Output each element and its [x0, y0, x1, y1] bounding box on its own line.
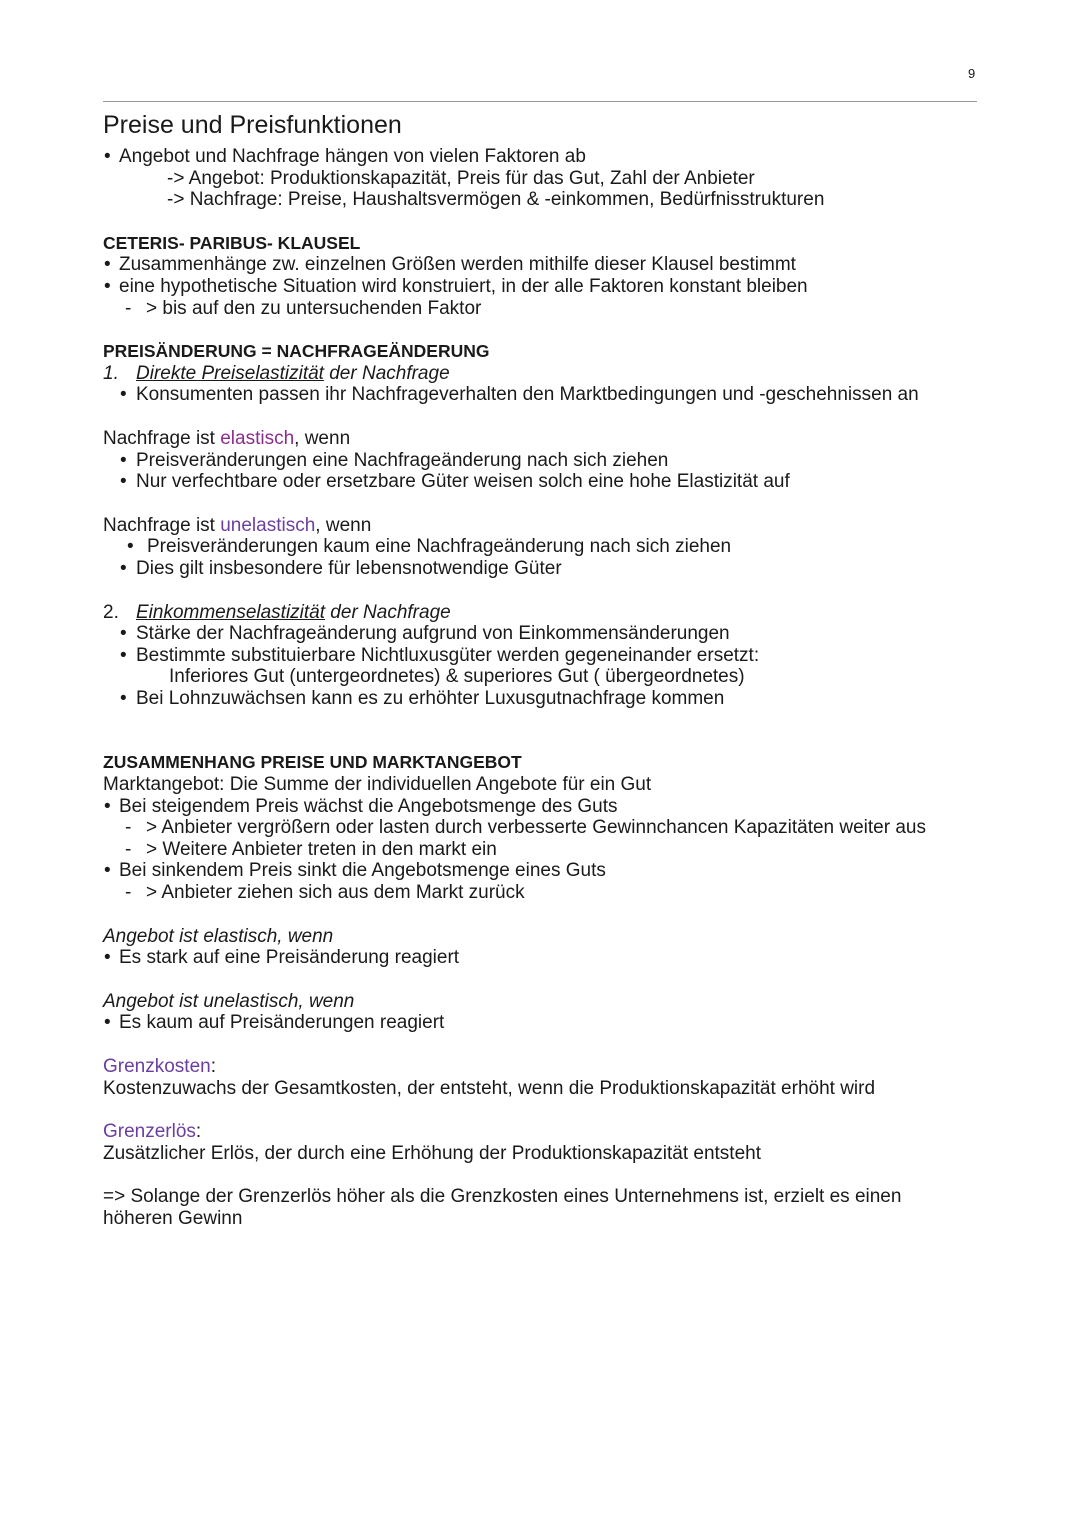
ceteris-heading: CETERIS- PARIBUS- KLAUSEL	[103, 232, 361, 253]
intro-arrow-angebot: -> Angebot: Produktionskapazität, Preis für das Gut, Zahl der Anbieter	[167, 167, 755, 189]
header-rule	[103, 101, 977, 102]
angebot-elastisch-heading: Angebot ist elastisch, wenn	[103, 925, 334, 947]
document-body	[103, 110, 983, 1230]
grenzkosten-heading	[103, 1056, 983, 1078]
markt-dash-3: - > Anbieter ziehen sich aus dem Markt zurück	[103, 882, 983, 904]
page-number: 9	[968, 66, 976, 81]
item-2-bullet-3: • Bei Lohnzuwächsen kann es zu erhöhter Luxusgutnachfrage kommen	[103, 688, 983, 710]
ceteris-dash-1: - > bis auf den zu untersuchenden Faktor	[103, 298, 983, 320]
item-2-bullet-2: • Bestimmte substituierbare Nichtluxusgüter werden gegeneinander ersetzt:	[103, 645, 983, 667]
unelastisch-suffix: , wenn	[315, 514, 372, 536]
preis-item-1-number: 1.	[103, 362, 119, 384]
angebot-unelastisch-heading: Angebot ist unelastisch, wenn	[103, 990, 355, 1012]
markt-heading: ZUSAMMENHANG PREISE UND MARKTANGEBOT	[103, 752, 522, 773]
preis-item-2	[103, 602, 983, 624]
unelastisch-prefix: Nachfrage ist	[103, 514, 221, 536]
unelastisch-bullet-2: • Dies gilt insbesondere für lebensnotwendige Güter	[103, 558, 983, 580]
markt-bullet-1: • Bei steigendem Preis wächst die Angebotsmenge des Guts	[103, 796, 983, 818]
markt-dash-1: - > Anbieter vergrößern oder lasten durch verbesserte Gewinnchancen Kapazitäten weiter aus	[103, 817, 983, 839]
grenzkosten-term: Grenzkosten	[103, 1056, 211, 1077]
angebot-unelastisch-bullet: • Es kaum auf Preisänderungen reagiert	[103, 1012, 983, 1034]
grenzkosten-definition: Kostenzuwachs der Gesamtkosten, der entsteht, wenn die Produktionskapazität erhöht wird	[103, 1077, 876, 1099]
markt-bullet-2: • Bei sinkendem Preis sinkt die Angebotsmenge eines Guts	[103, 860, 983, 882]
intro-arrow-nachfrage: -> Nachfrage: Preise, Haushaltsvermögen & -einkommen, Bedürfnisstrukturen	[167, 189, 825, 211]
elastisch-prefix: Nachfrage ist	[103, 427, 221, 449]
preis-item-1-rest: der Nachfrage	[323, 362, 450, 384]
grenzerloes-definition: Zusätzlicher Erlös, der durch eine Erhöhung der Produktionskapazität entsteht	[103, 1142, 761, 1164]
conclusion-line-1: => Solange der Grenzerlös höher als die Grenzkosten eines Unternehmens ist, erzielt es einen	[103, 1186, 902, 1208]
page-title: Preise und Preisfunktionen	[103, 111, 402, 139]
elastisch-bullet-2: • Nur verfechtbare oder ersetzbare Güter weisen solch eine hohe Elastizität auf	[103, 471, 983, 493]
unelastisch-heading	[103, 515, 983, 537]
markt-definition: Marktangebot: Die Summe der individuellen Angebote für ein Gut	[103, 774, 652, 796]
ceteris-bullet-2: • eine hypothetische Situation wird konstruiert, in der alle Faktoren konstant bleiben	[103, 276, 983, 298]
grenzkosten-colon: :	[210, 1056, 217, 1077]
preis-item-1-bullet: • Konsumenten passen ihr Nachfrageverhalten den Marktbedingungen und -geschehnissen an	[103, 384, 983, 406]
preis-item-1	[103, 363, 983, 385]
elastisch-word: elastisch	[220, 427, 295, 449]
elastisch-heading	[103, 428, 983, 450]
preis-heading: PREISÄNDERUNG = NACHFRAGEÄNDERUNG	[103, 341, 490, 362]
ceteris-bullet-1: • Zusammenhänge zw. einzelnen Größen werden mithilfe dieser Klausel bestimmt	[103, 254, 983, 276]
conclusion-line-2: höheren Gewinn	[103, 1207, 243, 1229]
preis-item-2-number: 2.	[103, 601, 119, 623]
elastisch-bullet-1: • Preisveränderungen eine Nachfrageänderung nach sich ziehen	[103, 450, 983, 472]
item-2-bullet-1: • Stärke der Nachfrageänderung aufgrund von Einkommensänderungen	[103, 623, 983, 645]
preis-item-1-term: Direkte Preiselastizität	[136, 362, 324, 384]
item-2-bullet-2-cont: Inferiores Gut (untergeordnetes) & superiores Gut ( übergeordnetes)	[169, 666, 745, 688]
grenzerloes-heading	[103, 1121, 983, 1143]
elastisch-suffix: , wenn	[294, 427, 351, 449]
preis-item-2-rest: der Nachfrage	[325, 601, 451, 623]
intro-bullet: • Angebot und Nachfrage hängen von vielen Faktoren ab	[103, 146, 983, 168]
markt-dash-2: - > Weitere Anbieter treten in den markt ein	[103, 839, 983, 861]
unelastisch-bullet-1: • Preisveränderungen kaum eine Nachfrageänderung nach sich ziehen	[103, 536, 983, 558]
unelastisch-word: unelastisch	[220, 514, 316, 536]
angebot-elastisch-bullet: • Es stark auf eine Preisänderung reagiert	[103, 947, 983, 969]
grenzerloes-term: Grenzerlös	[103, 1121, 196, 1143]
preis-item-2-term: Einkommenselastizität	[136, 601, 326, 623]
grenzerloes-colon: :	[195, 1121, 202, 1143]
